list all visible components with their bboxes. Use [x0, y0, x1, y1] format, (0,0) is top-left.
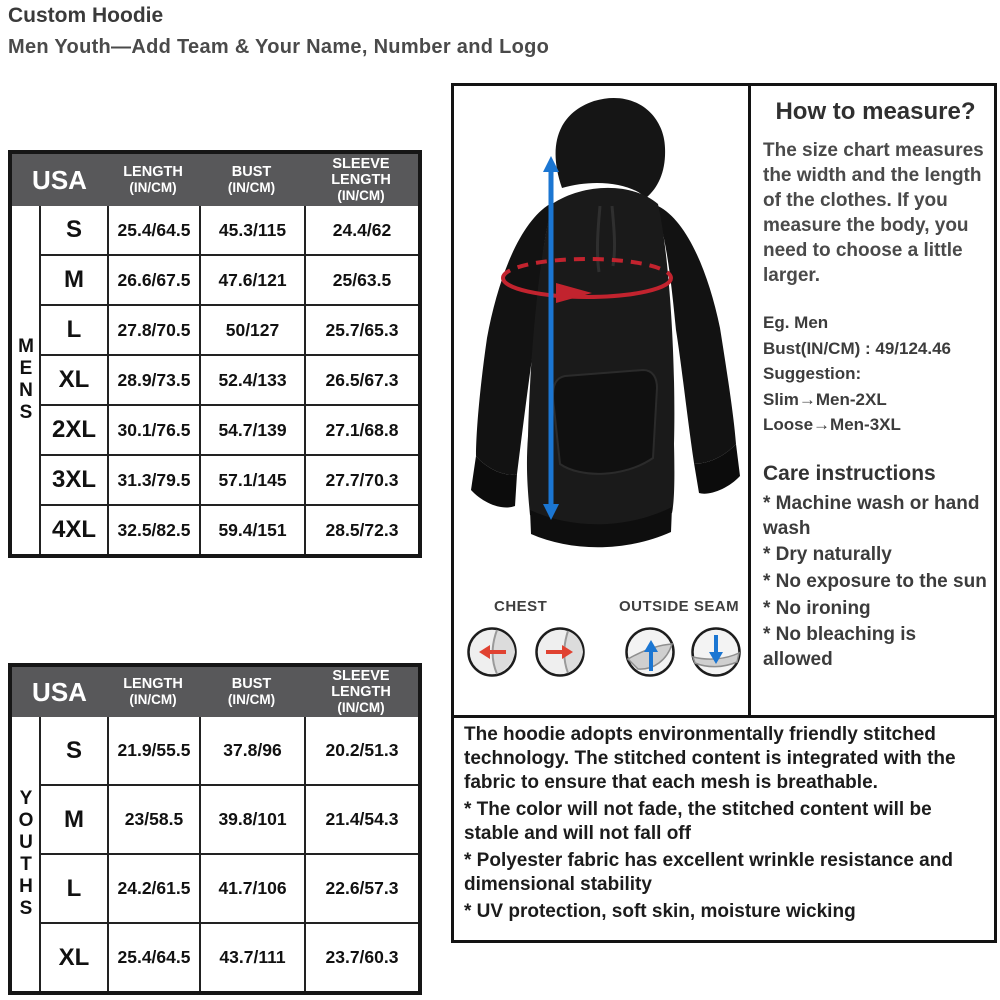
seam-arrow-down-icon [690, 626, 742, 678]
outside-seam-label: OUTSIDE SEAM [619, 598, 740, 615]
table-row: M 26.6/67.5 47.6/121 25/63.5 [41, 254, 418, 304]
fabric-description-box [451, 718, 997, 943]
sizing-example [763, 310, 988, 438]
youths-table-header: USA LENGTH (IN/CM) BUST (IN/CM) SLEEVE LENGTH (IN/CM) [12, 667, 418, 717]
fabric-description-paragraph: * The color will not fade, the stitched content will be stable and will not fall off [464, 798, 932, 844]
mens-side-column [12, 206, 41, 554]
hoodie-pocket [553, 370, 657, 474]
care-item: * No ironing [763, 597, 871, 619]
table-row: M 23/58.5 39.8/101 21.4/54.3 [41, 784, 418, 853]
example-line: Slim→Men-2XL [763, 389, 887, 409]
table-row: XL 25.4/64.5 43.7/111 23.7/60.3 [41, 922, 418, 991]
table-row: 4XL 32.5/82.5 59.4/151 28.5/72.3 [41, 504, 418, 554]
care-item: * Dry naturally [763, 544, 892, 566]
table-row: L 27.8/70.5 50/127 25.7/65.3 [41, 304, 418, 354]
youths-header-length: LENGTH [123, 675, 183, 692]
seam-arrow-up-icon [624, 626, 676, 678]
table-row: 3XL 31.3/79.5 57.1/145 27.7/70.3 [41, 454, 418, 504]
mens-side-label: MENS [15, 336, 37, 424]
youths-size-table [8, 663, 422, 995]
table-row: XL 28.9/73.5 52.4/133 26.5/67.3 [41, 354, 418, 404]
youths-header-usa: USA [32, 676, 87, 707]
mens-header-bust: BUST [231, 163, 272, 180]
care-item: * Machine wash or hand wash [763, 492, 980, 539]
youths-header-bust: BUST [231, 675, 272, 692]
hoodie-image [454, 86, 748, 591]
example-line: Suggestion: [763, 364, 862, 384]
page-subtitle: Men Youth—Add Team & Your Name, Number and Logo [8, 36, 550, 58]
mens-size-table [8, 150, 422, 558]
product-measure-box [451, 83, 997, 718]
fabric-description-paragraph: * UV protection, soft skin, moisture wicking [464, 900, 856, 922]
mens-header-sleeve: SLEEVE LENGTH [331, 155, 391, 188]
table-row: S 25.4/64.5 45.3/115 24.4/62 [41, 206, 418, 254]
care-item: * No bleaching is allowed [763, 624, 917, 671]
example-line: Eg. Men [763, 313, 829, 333]
example-line: Bust(IN/CM) : 49/124.46 [763, 338, 951, 358]
how-to-measure-panel [748, 86, 994, 715]
youths-header-sleeve: SLEEVE LENGTH [331, 667, 391, 700]
care-item: * No exposure to the sun [763, 571, 987, 593]
youths-side-label: YOUTHS [15, 788, 37, 920]
fabric-description-paragraph: * Polyester fabric has excellent wrinkle resistance and dimensional stability [464, 849, 953, 895]
table-row: 2XL 30.1/76.5 54.7/139 27.1/68.8 [41, 404, 418, 454]
example-line: Loose→Men-3XL [763, 415, 901, 435]
fabric-description-paragraph: The hoodie adopts environmentally friendly stitched technology. The stitched content is integrated with the fabric to ensure that each mesh is breathable. [464, 724, 956, 793]
table-row: S 21.9/55.5 37.8/96 20.2/51.3 [41, 717, 418, 784]
hoodie-hood [556, 98, 666, 198]
mens-header-usa: USA [32, 164, 87, 195]
table-row: L 24.2/61.5 41.7/106 22.6/57.3 [41, 853, 418, 922]
chest-arrow-right-icon [534, 626, 586, 678]
mens-header-length: LENGTH [123, 163, 183, 180]
how-to-measure-heading: How to measure? [775, 98, 976, 125]
mens-table-header: USA LENGTH (IN/CM) BUST (IN/CM) SLEEVE LENGTH (IN/CM) [12, 154, 418, 206]
care-instructions-list [763, 492, 988, 673]
hoodie-image-area [454, 86, 748, 715]
page-title: Custom Hoodie [8, 4, 164, 27]
care-instructions-heading: Care instructions [763, 461, 936, 485]
how-to-measure-body: The size chart measures the width and the length of the clothes. If you measure the body, you need to choose a little larger. [763, 140, 984, 287]
youths-side-column [12, 717, 41, 991]
chest-arrow-left-icon [466, 626, 518, 678]
chest-label: CHEST [494, 598, 548, 615]
